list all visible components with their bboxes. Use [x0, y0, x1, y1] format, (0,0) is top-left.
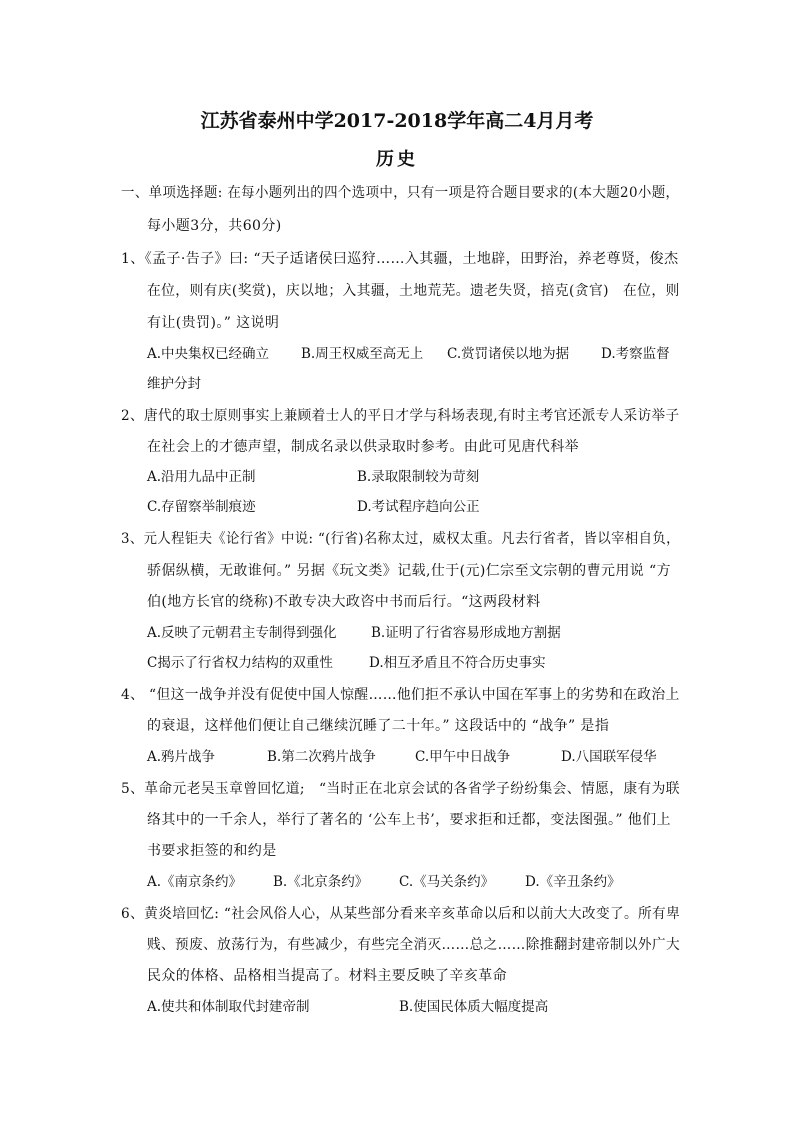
- question-3-option-a: A.反映了元朝君主专制得到强化: [147, 625, 337, 641]
- question-1-option-c: C.赏罚诸侯以地为据: [447, 346, 570, 362]
- question-2-option-c: C.存留察举制痕迹: [147, 499, 256, 515]
- question-6-option-b: B.使国民体质大幅度提高: [399, 999, 549, 1015]
- question-5-line-3: 书要求拒签的和约是: [147, 843, 277, 859]
- question-1-line-1: 1、《孟子·告子》曰: “天子适诸侯曰巡狩……入其疆，土地辟，田野治，养老尊贤，俊杰: [121, 251, 679, 267]
- question-2-line-1: 2、唐代的取士原则事实上兼顾着士人的平日才学与科场表现,有时主考官还派专人采访举子: [121, 408, 680, 424]
- question-6-line-3: 民众的体格、品格相当提高了。材料主要反映了辛亥革命: [147, 968, 507, 984]
- question-5-option-a: A.《南京条约》: [147, 874, 243, 890]
- question-4-option-c: C.甲午中日战争: [415, 749, 511, 765]
- question-1-line-3: 有让(贵罚)。” 这说明: [147, 315, 280, 331]
- question-6-line-1: 6、黄炎培回忆: “社会风俗人心，从某些部分看来辛亥革命以后和以前大大改变了。所有卑: [121, 906, 681, 922]
- exam-title: 江苏省泰州中学2017-2018学年高二4月月考: [200, 110, 594, 132]
- section-heading-cont: 每小题3分，共60分): [147, 218, 282, 234]
- question-4-option-b: B.第二次鸦片战争: [267, 749, 376, 765]
- question-5-line-2: 络其中的一千余人，举行了著名的 ‘公车上书’，要求拒和迁都，变法图强。” 他们上: [147, 812, 671, 828]
- question-6-line-2: 贱、预废、放荡行为，有些减少，有些完全消灭……总之……除推翻封建帝制以外广大: [147, 937, 680, 953]
- question-3-line-1: 3、元人程钜夫《论行省》中说: “(行省)名称太过，威权太重。凡去行省者，皆以宰相自负，: [121, 531, 680, 547]
- question-2-option-a: A.沿用九品中正制: [147, 469, 256, 485]
- question-3-line-3: 伯(地方长官的绕称)不敢专决大政咨中书而后行。“这两段材料: [147, 594, 541, 610]
- question-4-option-a: A.鸦片战争: [147, 749, 216, 765]
- question-4-option-d: D.八国联军侵华: [561, 749, 657, 765]
- subject-title: 历史: [376, 149, 418, 170]
- question-3-line-2: 骄倨纵横，无敢谁何。” 另据《玩文类》记载,仕于(元)仁宗至文宗朝的曹元用说 “方: [147, 563, 671, 579]
- question-1-option-d: D.考察监督: [601, 346, 670, 362]
- question-3-option-d: D.相互矛盾且不符合历史事实: [369, 655, 546, 671]
- question-5-line-1: 5、革命元老吴玉章曾回忆道; “当时正在北京会试的各省学子纷纷集会、情愿，康有为联: [121, 781, 680, 797]
- question-3-option-b: B.证明了行省容易形成地方割据: [371, 625, 561, 641]
- question-1-option-a: A.中央集权已经确立: [147, 346, 270, 362]
- question-4-line-1: 4、 “但这一战争并没有促使中国人惊醒……他们拒不承认中国在军事上的劣势和在政治上: [121, 687, 680, 703]
- question-2-option-b: B.录取限制较为苛刻: [357, 469, 480, 485]
- question-1-option-d-cont: 维护分封: [147, 376, 201, 392]
- question-2-option-d: D.考试程序趋向公正: [357, 499, 480, 515]
- question-5-option-b: B.《北京条约》: [273, 874, 369, 890]
- question-1-option-b: B.周王权威至高无上: [301, 346, 424, 362]
- question-6-option-a: A.使共和体制取代封建帝制: [147, 999, 310, 1015]
- question-4-line-2: 的衰退，这样他们便让自己继续沉睡了二十年。” 这段话中的 “战争” 是指: [147, 718, 610, 734]
- question-2-line-2: 在社会上的才德声望，制成名录以供录取时参考。由此可见唐代科举: [147, 439, 579, 455]
- question-5-option-d: D.《辛丑条约》: [525, 874, 621, 890]
- section-heading: 一、单项选择题: 在每小题列出的四个选项中，只有一项是符合题目要求的(本大题20小题，: [121, 185, 680, 201]
- question-5-option-c: C.《马关条约》: [399, 874, 495, 890]
- question-3-option-c: C揭示了行省权力结构的双重性: [147, 655, 333, 671]
- question-1-line-2: 在位，则有庆(奖赏)，庆以地；入其疆，土地荒芜。遗老失贤，掊克(贪官) 在位，则: [147, 283, 680, 299]
